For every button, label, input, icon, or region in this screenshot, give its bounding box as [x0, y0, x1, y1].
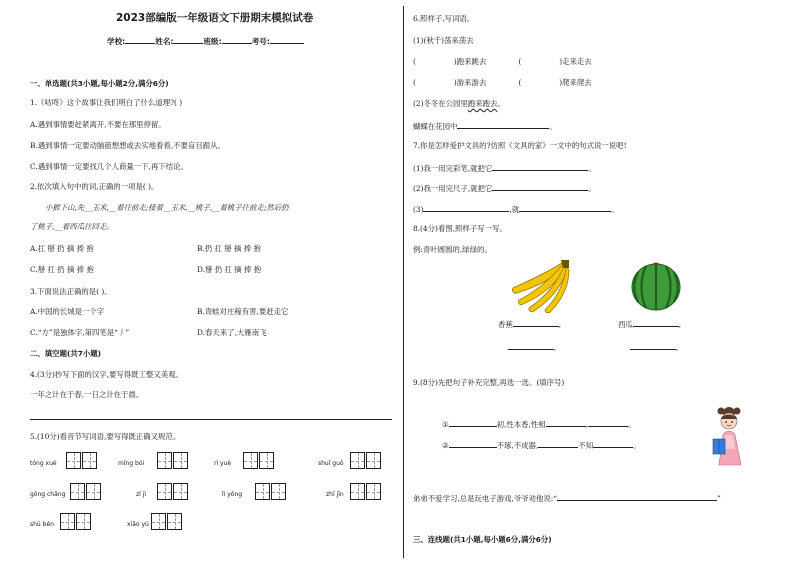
q7-stem: 7.你是怎样爱护文具的?仿照《文具的家》一文中的句式说一说吧!: [413, 141, 627, 150]
q3-stem: 3.下面说法正确的是( )。: [30, 287, 112, 296]
writing-grid-1[interactable]: [66, 452, 98, 469]
q6-blank-2[interactable]: )走来走去: [559, 57, 592, 66]
column-divider: [403, 6, 404, 558]
pinyin-8: zhǐ jīn: [326, 491, 344, 498]
name-label: 姓名:: [155, 37, 174, 46]
q9-blank-6[interactable]: [593, 439, 633, 448]
q7-line2: (2)我一用完尺子,就把它 。: [413, 184, 596, 193]
writing-grid-6[interactable]: [157, 483, 189, 500]
writing-grid-2[interactable]: [157, 452, 189, 469]
q1-stem: 1.《咕咚》这个故事让我们明白了什么道理?( ): [30, 98, 183, 107]
q6-wavy-word: 跑来跑去: [467, 99, 498, 108]
q1-option-a[interactable]: A.遇到事情要赶紧离开,不要在那里停留。: [30, 120, 166, 129]
q6-blank-1[interactable]: )跑来跳去: [453, 57, 487, 66]
pinyin-10: xiǎo yú: [127, 521, 149, 528]
q6-butterfly-blank[interactable]: [457, 120, 549, 129]
q2-option-d[interactable]: D.掰 扔 扛 摘 捧 抱: [197, 265, 262, 274]
exam-title: 2023部编版一年级语文下册期末模拟试卷: [116, 12, 314, 24]
q9-blank-1[interactable]: [449, 418, 497, 427]
section1-heading: 一、单选题(共3小题,每小题2分,满分6分): [30, 79, 169, 88]
q9-blank-5[interactable]: [538, 439, 578, 448]
q6-stem: 6.照样子,写词语。: [413, 14, 475, 23]
pinyin-4: shuǐ guǒ: [318, 460, 344, 467]
writing-grid-10[interactable]: [151, 513, 183, 530]
q1-option-c[interactable]: C.遇到事情一定要找几个人商量一下,再下结论。: [30, 162, 188, 171]
student-info-line: [107, 35, 304, 47]
q7-line3: (3) ,就 。: [413, 205, 619, 214]
pinyin-7: lì yǒng: [222, 491, 243, 498]
q7-blank-1[interactable]: [492, 162, 588, 171]
pinyin-5: gōng chǎng: [30, 491, 66, 498]
q9-option-2: ② 不琢,不成器, 不知 。: [442, 441, 641, 450]
q3-option-b[interactable]: B.青蛙对庄稼有害,要赶走它: [197, 307, 289, 316]
school-field[interactable]: [125, 35, 155, 44]
q4-text: 一年之计在于春,一日之计在于晨。: [30, 390, 144, 399]
q9-answer-blank[interactable]: [557, 492, 717, 501]
q7-line1: (1)我一用完彩笔,就把它 。: [413, 164, 596, 173]
q9-story-line: 弟弟不爱学习,总是玩电子游戏,爷爷劝他说:“ ”: [413, 494, 721, 503]
writing-grid-7[interactable]: [255, 483, 287, 500]
q8-example: 例:青叶圆圆的,绿绿的。: [413, 245, 492, 254]
q2-passage-line2: 了桃子,__着西瓜往回走。: [30, 222, 114, 231]
q2-stem: 2.依次填入句中的词,正确的一项是( )。: [30, 182, 159, 191]
q3-option-d[interactable]: D.春天来了,大雁南飞: [197, 328, 267, 337]
pinyin-3: rì yuè: [214, 460, 232, 467]
writing-grid-3[interactable]: [243, 452, 275, 469]
number-field[interactable]: [270, 35, 304, 44]
q8-banana-blank-1[interactable]: [513, 318, 559, 327]
class-label: 班级:: [203, 37, 222, 46]
girl-reading-image: [711, 405, 753, 467]
q7-blank-2[interactable]: [492, 182, 588, 191]
q2-option-c[interactable]: C.掰 扛 扔 摘 捧 抱: [30, 265, 94, 274]
q2-passage-line1: 小猴下山,先__玉米,__着往前走;接着__玉米,__桃子,__着桃子往前走;然后扔: [45, 203, 289, 212]
q8-banana-line: 香蕉 ,: [498, 320, 562, 329]
q8-melon-line2: ,: [630, 341, 678, 353]
q7-blank-3[interactable]: [423, 203, 509, 212]
q9-blank-3[interactable]: [588, 418, 628, 427]
name-field[interactable]: [173, 35, 203, 44]
q8-stem: 8.(4分)看图,照样子写一写。: [413, 224, 507, 233]
watermelon-image: [630, 260, 682, 312]
q2-option-b[interactable]: B.扔 扛 掰 摘 捧 抱: [197, 244, 261, 253]
q6-butterfly-line: 蝴蝶在花园中 。: [413, 122, 557, 131]
q6-blank-3[interactable]: )游来游去: [453, 78, 487, 87]
section2-heading: 二、填空题(共7小题): [30, 349, 102, 358]
number-label: 考号:: [251, 37, 270, 46]
writing-grid-8[interactable]: [350, 483, 382, 500]
q7-blank-4[interactable]: [519, 203, 611, 212]
writing-grid-5[interactable]: [70, 483, 102, 500]
pinyin-9: shū běn: [30, 521, 54, 528]
class-field[interactable]: [222, 35, 252, 44]
q2-option-a[interactable]: A.扛 掰 扔 摘 捧 抱: [30, 244, 94, 253]
q3-option-c[interactable]: C.“方”是独体字,第四笔是“丿”: [30, 328, 130, 337]
q6-row2: ( )游来游去 ( )爬来爬去: [413, 78, 592, 87]
q9-stem: 9.(8分)先把句子补充完整,再选一选。(填序号): [413, 378, 565, 387]
q4-stem: 4.(3分)抄写下面的汉字,要写得既工整又美观。: [30, 370, 183, 379]
q1-option-b[interactable]: B.遇到事情一定要动脑筋想想或去实地看看,不要盲目跟从。: [30, 141, 225, 150]
writing-grid-4[interactable]: [350, 452, 382, 469]
writing-grid-9[interactable]: [60, 513, 92, 530]
banana-image: [505, 258, 575, 314]
q6-row1: ( )跑来跳去 ( )走来走去: [413, 57, 592, 66]
q9-option-1: ① 初,性本香,性相 , 。: [442, 420, 636, 429]
q8-banana-blank-2[interactable]: [508, 341, 554, 350]
q8-melon-line: 西瓜 ,: [618, 320, 682, 329]
pinyin-1: tóng xué: [30, 460, 57, 467]
pinyin-6: zǐ jì: [136, 491, 147, 498]
q5-stem: 5.(10分)看音节写词语,要写得既正确又规范。: [30, 432, 181, 441]
section3-heading: 三、连线题(共1小题,每小题6分,满分6分): [413, 535, 552, 544]
q6-sentence2: (2)冬冬在公园里跑来跑去。: [413, 99, 505, 108]
q3-option-a[interactable]: A.中国的长城是一个字: [30, 307, 105, 316]
q9-blank-2[interactable]: [546, 418, 586, 427]
q8-banana-line2: ,: [508, 341, 556, 353]
q6-blank-4[interactable]: )爬来爬去: [559, 78, 592, 87]
q9-blank-4[interactable]: [449, 439, 497, 448]
school-label: 学校:: [107, 37, 126, 46]
q6-example: (1)(秋千)荡来荡去: [413, 36, 474, 45]
pinyin-2: mǐng bói: [118, 460, 145, 467]
q4-writing-line[interactable]: [30, 419, 392, 420]
q8-melon-blank-1[interactable]: [633, 318, 679, 327]
q8-melon-blank-2[interactable]: [630, 341, 676, 350]
